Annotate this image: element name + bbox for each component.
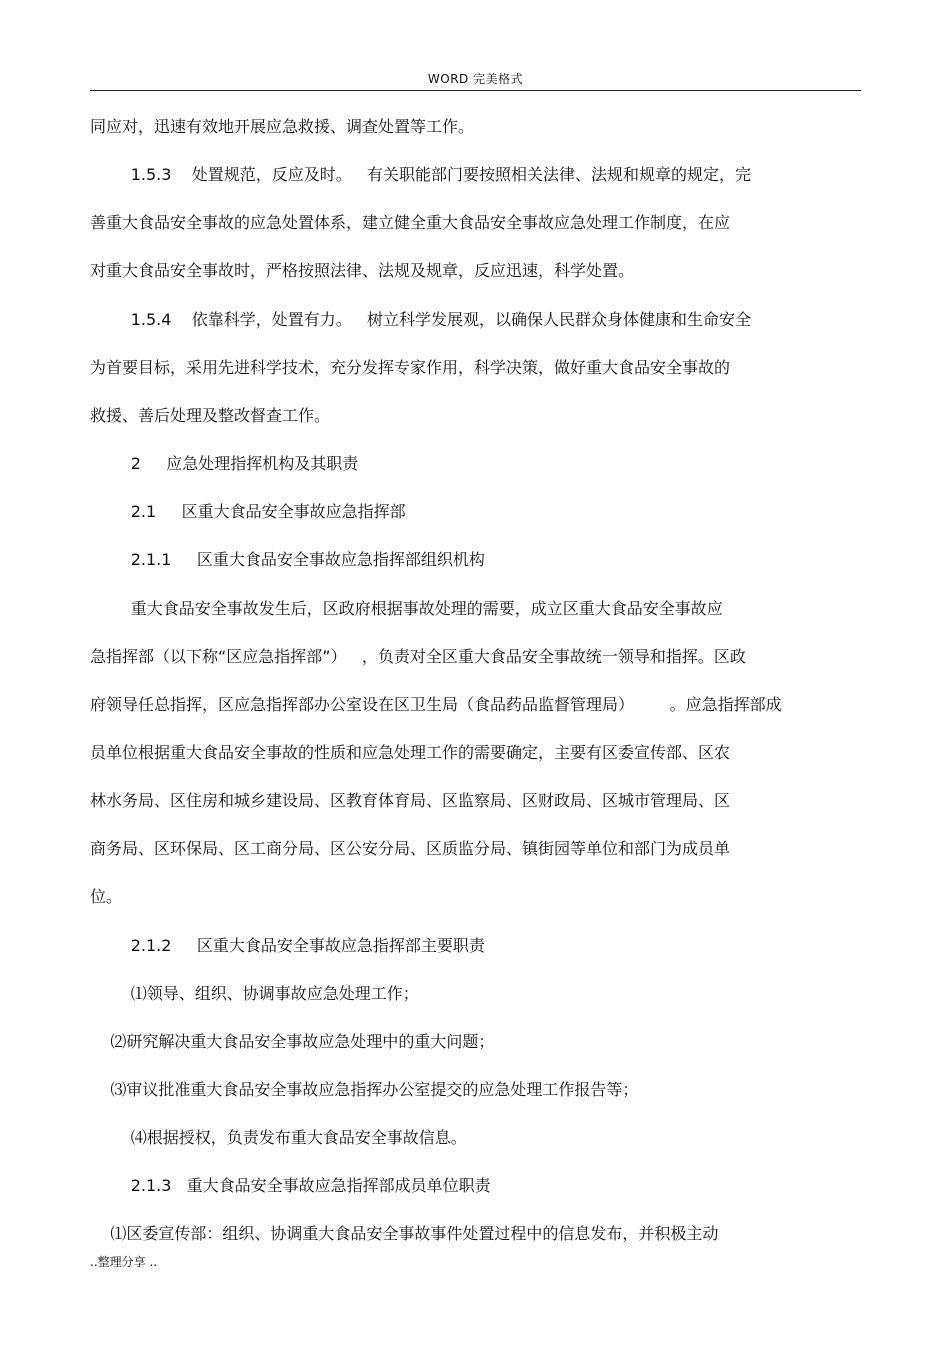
- header-rule: [90, 90, 861, 91]
- text-line: 2.1.2 区重大食品安全事故应急指挥部主要职责: [90, 936, 485, 955]
- text-line: 府领导任总指挥，区应急指挥部办公室设在区卫生局（食品药品监督管理局） 。应急指挥部成: [90, 695, 782, 714]
- text-line: 位。: [90, 887, 123, 906]
- text-line: 2.1.3 重大食品安全事故应急指挥部成员单位职责: [90, 1176, 491, 1195]
- text-line: 商务局、区环保局、区工商分局、区公安分局、区质监分局、镇街园等单位和部门为成员单: [90, 839, 731, 858]
- text-line: 1.5.3 处置规范，反应及时。 有关职能部门要按照相关法律、法规和规章的规定，完: [90, 165, 752, 184]
- text-line: 1.5.4 依靠科学，处置有力。 树立科学发展观，以确保人民群众身体健康和生命安全: [90, 310, 752, 329]
- text-line: 善重大食品安全事故的应急处置体系，建立健全重大食品安全事故应急处理工作制度，在应: [90, 213, 731, 232]
- text-line: 林水务局、区住房和城乡建设局、区教育体育局、区监察局、区财政局、区城市管理局、区: [90, 791, 731, 810]
- text-line: 为首要目标，采用先进科学技术，充分发挥专家作用，科学决策，做好重大食品安全事故的: [90, 358, 731, 377]
- page-footer: ..整理分享 ..: [90, 1255, 158, 1269]
- text-line: ⑴领导、组织、协调事故应急处理工作；: [90, 984, 419, 1003]
- text-line: ⑵研究解决重大食品安全事故应急处理中的重大问题；: [90, 1032, 495, 1051]
- text-line: 2.1.1 区重大食品安全事故应急指挥部组织机构: [90, 550, 485, 569]
- text-line: 2.1 区重大食品安全事故应急指挥部: [90, 502, 406, 521]
- text-line: ⑶审议批准重大食品安全事故应急指挥办公室提交的应急处理工作报告等；: [90, 1080, 639, 1099]
- text-line: 员单位根据重大食品安全事故的性质和应急处理工作的需要确定，主要有区委宣传部、区农: [90, 743, 731, 762]
- text-line: 重大食品安全事故发生后，区政府根据事故处理的需要，成立区重大食品安全事故应: [90, 599, 723, 618]
- text-line: 同应对，迅速有效地开展应急救援、调查处置等工作。: [90, 117, 475, 136]
- text-line: 2 应急处理指挥机构及其职责: [90, 454, 359, 473]
- text-line: 对重大食品安全事故时，严格按照法律、法规及规章，反应迅速，科学处置。: [90, 261, 635, 280]
- text-line: 急指挥部（以下称“区应急指挥部”） ，负责对全区重大食品安全事故统一领导和指挥。区政: [90, 647, 746, 666]
- text-line: 救援、善后处理及整改督查工作。: [90, 406, 331, 425]
- text-line: ⑷根据授权，负责发布重大食品安全事故信息。: [90, 1128, 467, 1147]
- text-line: ⑴区委宣传部：组织、协调重大食品安全事故事件处置过程中的信息发布，并积极主动: [90, 1224, 719, 1243]
- page-header: WORD 完美格式: [427, 72, 524, 86]
